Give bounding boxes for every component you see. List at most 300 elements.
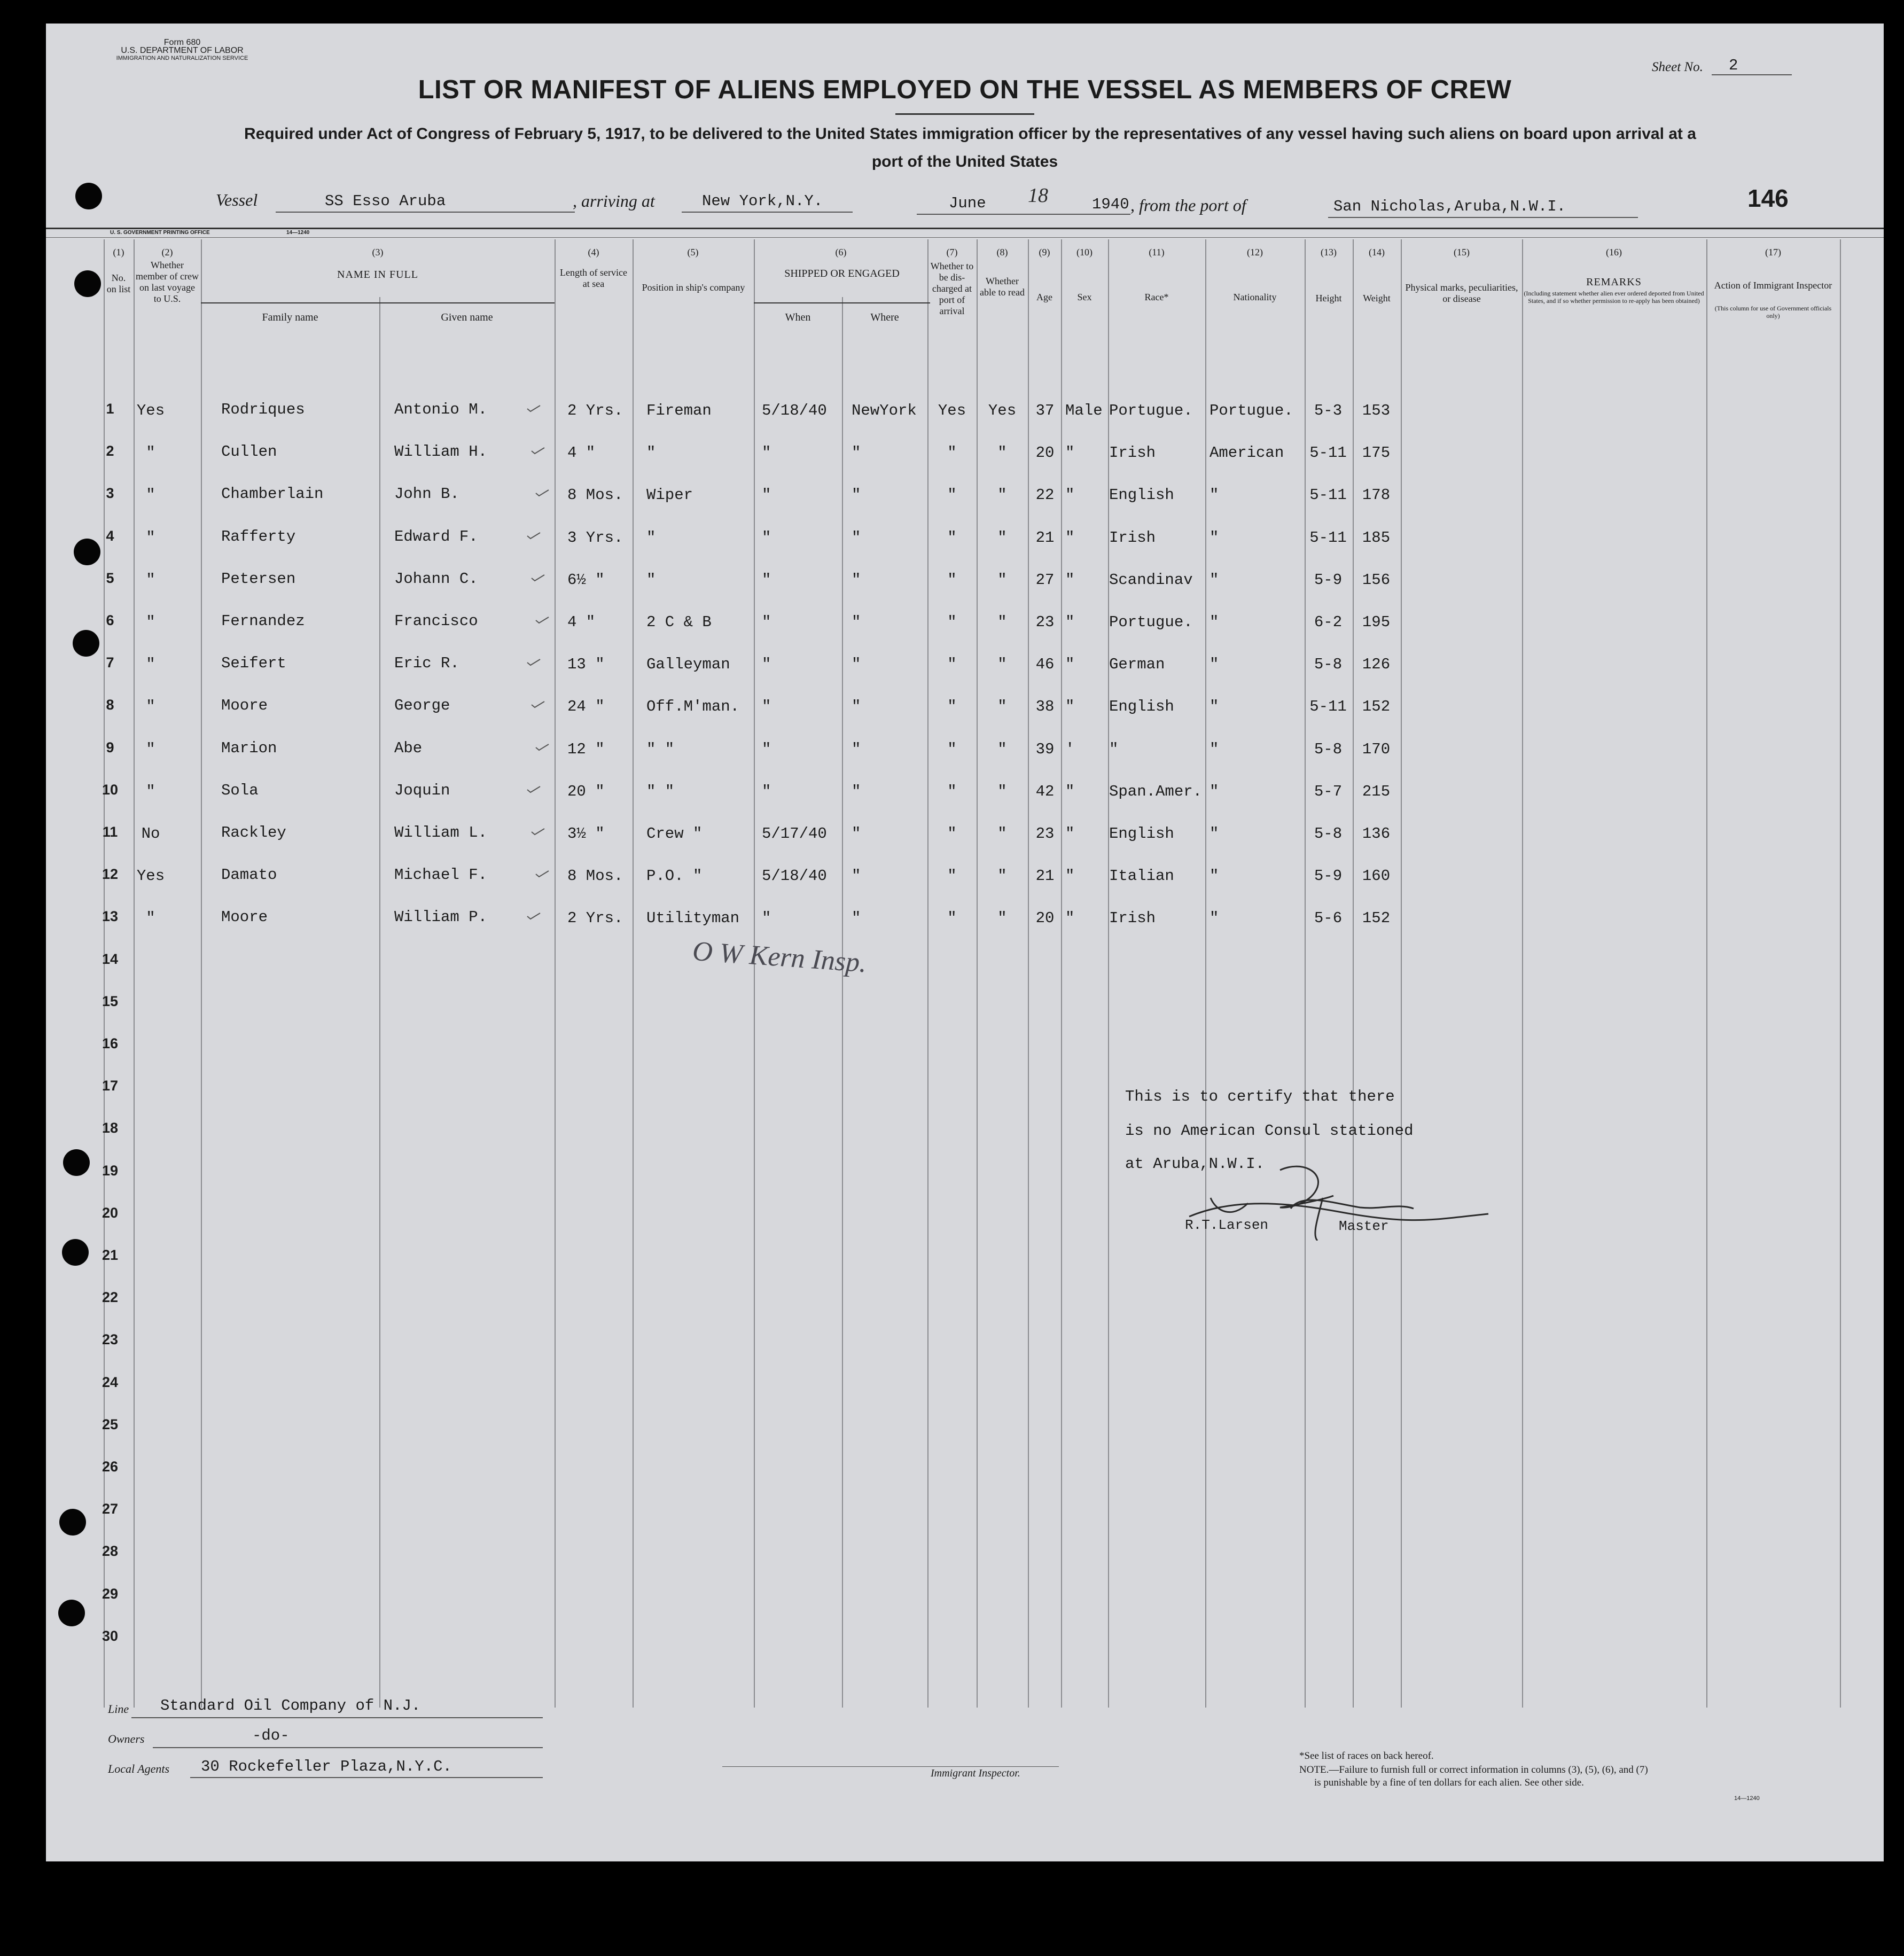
cell-family: Chamberlain [221,485,324,503]
cell-given: Joquin [394,781,450,799]
cell-read: " [997,571,1007,589]
cell-when: " [762,656,771,674]
cell-weight: 152 [1362,909,1391,928]
cell-nationality: " [1209,656,1219,674]
header-last-voyage: Whether member of crew on last voyage to U.S. [136,260,199,304]
header-height: Height [1315,293,1342,303]
cell-race: Scandinav [1109,571,1193,589]
row-number: 26 [102,1459,119,1475]
cell-height: 5-3 [1314,402,1343,419]
form-subtitle-line2: port of the United States [871,153,1058,170]
immigrant-inspector-label: Immigrant Inspector. [931,1767,1020,1779]
cell-position: Off.M'man. [646,698,740,716]
cell-given: Francisco [394,612,478,630]
cell-weight: 126 [1362,656,1391,674]
cell-given: Edward F. [394,527,478,546]
row-number: 30 [102,1627,119,1644]
date-year: 1940 [1092,196,1129,213]
row-number: 10 [102,781,119,798]
header-given-name: Given name [441,311,493,323]
cell-weight: 178 [1362,486,1391,504]
cell-discharged: Yes [938,402,966,419]
row-number: 6 [106,612,114,628]
column-number: (17) [1765,247,1781,258]
printing-code: 14—1240 [286,230,310,236]
sheet-number-value: 2 [1729,57,1738,74]
cell-where: " [852,740,861,758]
column-number: (3) [372,247,384,258]
cell-sex: ' [1065,740,1075,758]
cell-weight: 185 [1362,528,1391,547]
column-divider [1706,239,1707,1708]
cell-age: 23 [1035,825,1055,843]
shipped-header-rule [754,302,930,303]
manifest-sheet [46,24,1884,1861]
cell-where: " [852,444,861,462]
cell-where: " [852,528,861,547]
check-mark-icon [527,532,541,540]
cell-where: " [852,867,861,885]
cell-last-voyage: " [146,486,155,504]
cell-service: 2 Yrs. [567,402,623,419]
cell-sex: Male [1065,402,1103,419]
stamp-number: 146 [1747,184,1789,212]
cell-service: 20 " [567,782,605,800]
cell-service: 2 Yrs. [567,909,623,928]
cell-age: 27 [1035,571,1055,589]
check-mark-icon [531,828,545,836]
title-underline [895,113,1034,115]
cell-race: German [1109,656,1165,674]
cell-age: 20 [1035,444,1055,462]
row-number: 27 [102,1501,119,1517]
header-name-in-full: NAME IN FULL [337,269,418,280]
cell-race: Span.Amer. [1109,782,1203,800]
cell-discharged: " [947,782,957,800]
arriving-port: New York,N.Y. [702,192,823,210]
cell-weight: 170 [1362,740,1391,758]
cell-discharged: " [947,909,957,928]
row-number: 9 [106,739,114,755]
cell-nationality: " [1209,698,1219,716]
owners-underline [153,1747,543,1748]
cell-height: 5-9 [1314,571,1343,589]
cell-when: " [762,613,771,631]
cell-family: Rodriques [221,401,305,418]
cell-height: 5-9 [1314,867,1343,885]
column-number: (9) [1039,247,1050,258]
check-mark-icon [527,405,541,412]
cell-height: 6-2 [1314,613,1343,631]
cell-sex: " [1065,782,1075,800]
cell-position: " " [646,740,675,758]
cell-where: NewYork [852,402,917,419]
form-header-block [94,38,270,63]
column-divider [1840,239,1841,1708]
cell-position: P.O. " [646,867,703,885]
column-divider [379,297,380,1708]
cell-family: Seifert [221,654,286,673]
header-able-to-read: Whether able to read [980,276,1025,298]
cell-height: 5-11 [1309,698,1347,716]
from-port: San Nicholas,Aruba,N.W.I. [1333,198,1566,215]
column-number: (8) [996,247,1008,258]
header-length-of-service: Length of service at sea [560,267,627,289]
master-title: Master [1339,1218,1389,1234]
cell-race: English [1109,825,1174,843]
punch-hole [73,630,99,657]
cell-sex: " [1065,825,1075,843]
cell-read: Yes [988,402,1017,419]
cell-sex: " [1065,444,1075,462]
cell-last-voyage: " [146,656,155,674]
penalty-note-line1: NOTE.—Failure to furnish full or correct information in columns (3), (5), (6), and (7) [1299,1764,1648,1775]
check-mark-icon [527,913,541,920]
cell-age: 37 [1035,402,1055,419]
check-mark-icon [535,744,549,751]
row-number: 14 [102,950,119,967]
cell-discharged: " [947,656,957,674]
punch-hole [74,270,101,297]
cell-sex: " [1065,867,1075,885]
column-number: (12) [1247,247,1263,258]
cell-weight: 215 [1362,782,1391,800]
column-number: (6) [835,247,847,258]
row-number: 25 [102,1416,119,1432]
cell-discharged: " [947,825,957,843]
cell-age: 23 [1035,613,1055,631]
races-note: *See list of races on back hereof. [1299,1750,1434,1762]
cell-age: 38 [1035,698,1055,716]
cell-last-voyage: " [146,528,155,547]
row-number: 11 [102,824,118,840]
row-number: 21 [102,1247,119,1263]
column-number: (7) [946,247,958,258]
department-name: U.S. DEPARTMENT OF LABOR [121,46,244,55]
column-divider [555,239,556,1708]
agents-underline [190,1777,543,1778]
column-number: (13) [1321,247,1337,258]
cell-where: " [852,613,861,631]
row-number: 2 [106,443,114,459]
header-weight: Weight [1363,293,1391,303]
cell-read: " [997,867,1007,885]
cell-nationality: Portugue. [1209,402,1293,419]
cell-last-voyage: Yes [136,867,165,885]
cell-weight: 136 [1362,825,1391,843]
cell-weight: 175 [1362,444,1391,462]
from-port-underline [1328,217,1638,218]
cell-service: 3½ " [567,825,605,843]
cell-nationality: American [1209,444,1284,462]
cell-given: Johann C. [394,570,478,588]
check-mark-icon [527,786,541,793]
cell-last-voyage: Yes [136,402,165,419]
cell-position: Utilityman [646,909,740,928]
certification-line1: This is to certify that there [1125,1088,1395,1105]
agents-value: 30 Rockefeller Plaza,N.Y.C. [201,1758,452,1775]
cell-race: English [1109,486,1174,504]
cell-discharged: " [947,698,957,716]
cell-family: Cullen [221,443,277,461]
cell-height: 5-6 [1314,909,1343,928]
cell-race: Irish [1109,528,1156,547]
cell-last-voyage: " [146,740,155,758]
name-header-rule [201,302,555,303]
cell-nationality: " [1209,867,1219,885]
punch-hole [58,1600,85,1626]
inspector-handwritten-note: O W Kern Insp. [691,936,868,979]
cell-race: Irish [1109,909,1156,928]
cell-height: 5-7 [1314,782,1343,800]
cell-where: " [852,486,861,504]
cell-weight: 153 [1362,402,1391,419]
row-number: 13 [102,908,119,925]
cell-discharged: " [947,444,957,462]
cell-given: George [394,697,450,715]
header-inspector-action: Action of Immigrant Inspector [1714,280,1832,291]
column-divider [754,239,755,1708]
cell-given: Michael F. [394,866,488,884]
cell-race: Irish [1109,444,1156,462]
cell-given: Antonio M. [394,401,488,418]
cell-read: " [997,444,1007,462]
inspector-signature-line [722,1766,1059,1767]
cell-when: " [762,528,771,547]
cell-race: English [1109,698,1174,716]
row-number: 20 [102,1204,119,1221]
header-remarks-note: (Including statement whether alien ever ordered deported from United States, and if so whether permission to re-apply has been obtained) [1524,290,1704,305]
check-mark-icon [531,447,545,455]
form-code: 14—1240 [1734,1795,1760,1802]
form-subtitle-line1: Required under Act of Congress of February 5, 1917, to be delivered to the United States immigration officer by the representatives of any vessel having such aliens on board upon arrival at a [244,125,1696,143]
cell-position: " " [646,782,675,800]
row-number: 17 [102,1078,119,1094]
cell-weight: 160 [1362,867,1391,885]
owners-label: Owners [108,1732,145,1745]
cell-height: 5-11 [1309,486,1347,504]
certification-line3: at Aruba,N.W.I. [1125,1155,1265,1173]
column-divider [1522,239,1523,1708]
cell-nationality: " [1209,613,1219,631]
cell-discharged: " [947,486,957,504]
header-physical-marks: Physical marks, peculiarities, or disease [1405,282,1518,304]
cell-race: Portugue. [1109,613,1193,631]
column-divider [201,239,202,1708]
row-number: 18 [102,1120,119,1136]
cell-weight: 156 [1362,571,1391,589]
header-no-on-list: No. on list [106,272,131,294]
cell-given: John B. [394,485,459,503]
cell-sex: " [1065,698,1075,716]
cell-position: " [646,571,656,589]
cell-when: 5/18/40 [762,402,827,419]
printing-office: U. S. GOVERNMENT PRINTING OFFICE [110,230,210,236]
header-position: Position in ship's company [642,282,745,293]
cell-age: 42 [1035,782,1055,800]
cell-when: " [762,782,771,800]
cell-read: " [997,528,1007,547]
row-number: 1 [106,401,114,417]
row-number: 8 [106,697,114,713]
row-number: 3 [106,485,114,502]
cell-service: 13 " [567,656,605,674]
column-divider [842,297,843,1708]
cell-position: " [646,444,656,462]
cell-service: 8 Mos. [567,486,623,504]
cell-last-voyage: " [146,698,155,716]
column-number: (11) [1149,247,1165,258]
cell-last-voyage: No [141,825,160,843]
line-underline [131,1717,543,1718]
cell-given: William L. [394,824,488,841]
cell-nationality: " [1209,528,1219,547]
header-nationality: Nationality [1233,292,1277,302]
row-number: 19 [102,1162,119,1179]
cell-read: " [997,825,1007,843]
service-name: IMMIGRATION AND NATURALIZATION SERVICE [116,55,248,61]
column-number: (5) [687,247,699,258]
sheet-number-label: Sheet No. [1652,60,1703,74]
agents-label: Local Agents [108,1762,170,1775]
row-number: 28 [102,1543,119,1560]
cell-age: 20 [1035,909,1055,928]
cell-service: 12 " [567,740,605,758]
cell-sex: " [1065,486,1075,504]
cell-when: " [762,444,771,462]
form-title: LIST OR MANIFEST OF ALIENS EMPLOYED ON THE VESSEL AS MEMBERS OF CREW [418,75,1512,104]
vessel-underline [276,212,575,213]
table-top-rule [46,237,1884,238]
cell-where: " [852,909,861,928]
header-when: When [785,311,811,323]
cell-race: Italian [1109,867,1174,885]
row-number: 16 [102,1035,119,1051]
cell-family: Marion [221,739,277,757]
cell-when: " [762,571,771,589]
cell-when: " [762,486,771,504]
header-rule [46,228,1884,229]
header-family-name: Family name [262,311,318,323]
date-underline [917,214,1130,215]
vessel-name: SS Esso Aruba [325,192,446,210]
cell-race: Portugue. [1109,402,1193,419]
row-number: 29 [102,1585,119,1602]
cell-position: Wiper [646,486,693,504]
punch-hole [63,1149,90,1176]
cell-height: 5-8 [1314,825,1343,843]
cell-when: " [762,909,771,928]
cell-when: " [762,698,771,716]
column-number: (15) [1454,247,1470,258]
arriving-label: , arriving at [573,191,655,211]
cell-service: 4 " [567,444,596,462]
cell-family: Moore [221,908,268,926]
header-shipped-or-engaged: SHIPPED OR ENGAGED [784,268,900,279]
cell-nationality: " [1209,909,1219,928]
cell-family: Sola [221,781,259,799]
row-number: 4 [106,527,114,544]
header-age: Age [1036,292,1052,302]
check-mark-icon [531,701,545,708]
cell-read: " [997,656,1007,674]
cell-read: " [997,613,1007,631]
cell-position: Galleyman [646,656,730,674]
cell-age: 46 [1035,656,1055,674]
line-value: Standard Oil Company of N.J. [160,1697,421,1715]
cell-age: 39 [1035,740,1055,758]
cell-height: 5-8 [1314,740,1343,758]
column-number: (1) [113,247,124,258]
cell-last-voyage: " [146,444,155,462]
row-number: 15 [102,993,119,1009]
header-discharged: Whether to be dis-charged at port of arrival [930,261,974,316]
cell-weight: 195 [1362,613,1391,631]
cell-nationality: " [1209,740,1219,758]
cell-height: 5-11 [1309,528,1347,547]
punch-hole [75,183,102,209]
column-divider [1205,239,1206,1708]
date-month: June [949,194,986,212]
cell-family: Petersen [221,570,296,588]
cell-when: 5/18/40 [762,867,827,885]
cell-given: William H. [394,443,488,461]
cell-service: 6½ " [567,571,605,589]
cell-position: 2 C & B [646,613,712,631]
row-number: 22 [102,1289,119,1306]
cell-sex: " [1065,571,1075,589]
cell-where: " [852,656,861,674]
cell-where: " [852,571,861,589]
cell-given: William P. [394,908,488,926]
column-number: (2) [161,247,173,258]
column-number: (4) [588,247,599,258]
cell-position: " [646,528,656,547]
cell-nationality: " [1209,782,1219,800]
cell-race: " [1109,740,1119,758]
column-divider [633,239,634,1708]
cell-discharged: " [947,867,957,885]
vessel-label: Vessel [216,190,258,209]
cell-family: Fernandez [221,612,305,630]
cell-height: 5-8 [1314,656,1343,674]
cell-age: 21 [1035,867,1055,885]
cell-read: " [997,909,1007,928]
master-typed-name: R.T.Larsen [1185,1217,1269,1233]
cell-service: 4 " [567,613,596,631]
cell-nationality: " [1209,571,1219,589]
cell-position: Crew " [646,825,703,843]
cell-age: 22 [1035,486,1055,504]
cell-age: 21 [1035,528,1055,547]
cell-read: " [997,782,1007,800]
check-mark-icon [535,617,549,624]
row-number: 23 [102,1331,119,1348]
cell-where: " [852,825,861,843]
arriving-underline [682,212,853,213]
row-number: 5 [106,570,114,586]
cell-sex: " [1065,656,1075,674]
cell-discharged: " [947,528,957,547]
cell-height: 5-11 [1309,444,1347,462]
check-mark-icon [531,574,545,582]
penalty-note-line2: is punishable by a fine of ten dollars for each alien. See other side. [1314,1777,1584,1788]
header-where: Where [870,311,899,323]
date-day: 18 [1028,184,1048,207]
cell-discharged: " [947,740,957,758]
header-inspector-action-note: (This column for use of Government officials only) [1714,305,1832,319]
punch-hole [59,1509,86,1536]
